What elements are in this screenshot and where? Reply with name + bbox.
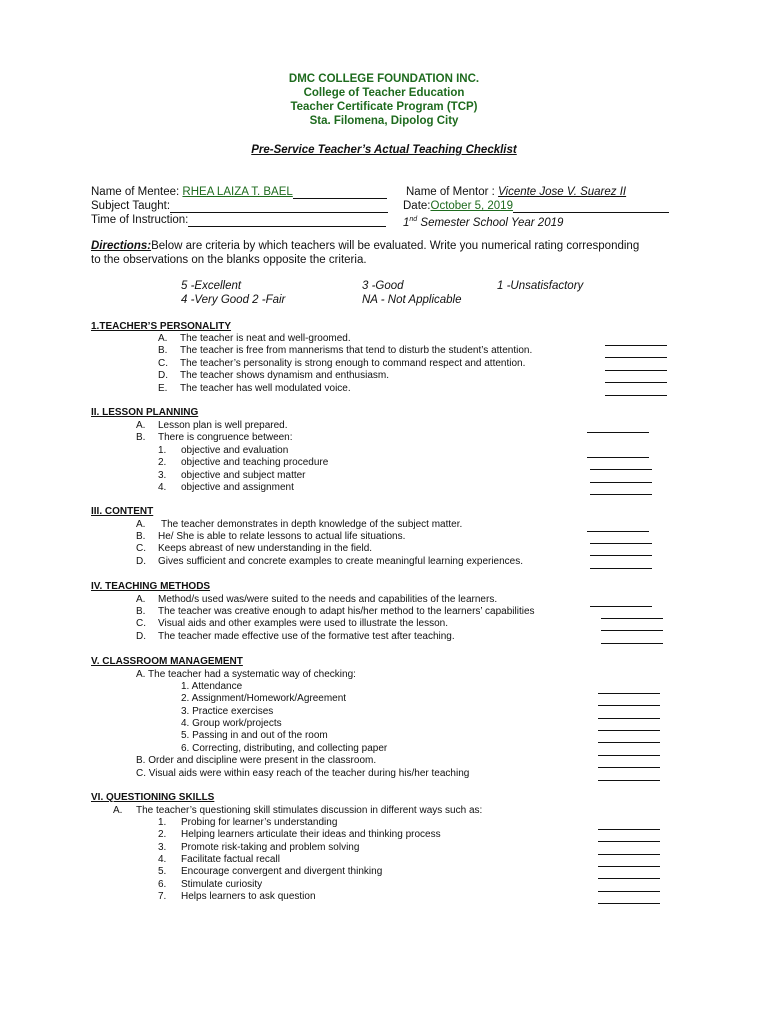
mentee-label: Name of Mentee: (91, 186, 180, 198)
checklist-item: 2. Helping learners articulate their ideas and thinking process (158, 829, 441, 840)
checklist-item: D. The teacher made effective use of the formative test after teaching. (136, 631, 455, 642)
subject-row (91, 199, 388, 213)
rating-blank[interactable] (598, 705, 660, 706)
checklist-item: 2. objective and teaching procedure (158, 457, 329, 468)
program-name: Teacher Certificate Program (TCP) (290, 101, 478, 113)
mentor-label: Name of Mentor : (406, 186, 495, 198)
rating-blank[interactable] (598, 780, 660, 781)
checklist-item: 3. objective and subject matter (158, 470, 306, 481)
checklist-item: A. The teacher’s questioning skill stimulates discussion in different ways such as: (113, 805, 483, 816)
checklist-item: D. Gives sufficient and concrete examples to create meaningful learning experiences. (136, 556, 524, 567)
scale-verygood-fair: 4 -Very Good 2 -Fair (181, 294, 286, 306)
scale-na: NA - Not Applicable (362, 294, 462, 306)
rating-blank[interactable] (598, 891, 660, 892)
section-classroom-management: V. CLASSROOM MANAGEMENT (91, 656, 243, 667)
checklist-item: 7. Helps learners to ask question (158, 891, 316, 902)
checklist-item: A. Method/s used was/were suited to the needs and capabilities of the learners. (136, 594, 498, 605)
checklist-item: 6. Correcting, distributing, and collecting paper (181, 743, 388, 754)
checklist-item: 4. Group work/projects (181, 718, 282, 729)
rating-blank[interactable] (601, 630, 663, 631)
rating-blank[interactable] (590, 543, 652, 544)
mentor-value: Vicente Jose V. Suarez II (498, 186, 627, 198)
checklist-item: C. Visual aids and other examples were used to illustrate the lesson. (136, 618, 448, 629)
rating-blank[interactable] (598, 755, 660, 756)
checklist-item: B. Order and discipline were present in the classroom. (136, 755, 377, 766)
checklist-item: 4. Facilitate factual recall (158, 854, 280, 865)
rating-blank[interactable] (587, 432, 649, 433)
checklist-item: E. The teacher has well modulated voice. (158, 383, 351, 394)
rating-blank[interactable] (587, 457, 649, 458)
rating-blank[interactable] (590, 469, 652, 470)
rating-blank[interactable] (598, 866, 660, 867)
date-label: Date: (403, 200, 431, 212)
mentee-value: RHEA LAIZA T. BAEL (182, 186, 293, 198)
institution-address: Sta. Filomena, Dipolog City (309, 115, 459, 127)
checklist-item: A. The teacher had a systematic way of checking: (136, 669, 356, 680)
rating-blank[interactable] (605, 382, 667, 383)
subject-blank (170, 201, 388, 213)
rating-blank[interactable] (590, 482, 652, 483)
rating-blank[interactable] (598, 829, 660, 830)
checklist-item: A. The teacher is neat and well-groomed. (158, 333, 351, 344)
directions-text: Below are criteria by which teachers will be evaluated. Write you numerical rating corresponding to the observations on the blanks opposite the criteria. (91, 240, 640, 266)
rating-blank[interactable] (601, 618, 663, 619)
checklist-item: 2. Assignment/Homework/Agreement (181, 693, 347, 704)
checklist-item: 6. Stimulate curiosity (158, 879, 263, 890)
rating-blank[interactable] (590, 606, 652, 607)
checklist-item: 1. Attendance (181, 681, 243, 692)
semester-row: 1nd Semester School Year 2019 (403, 216, 564, 229)
checklist-item: 3. Practice exercises (181, 706, 274, 717)
date-blank (513, 201, 669, 213)
rating-blank[interactable] (605, 370, 667, 371)
rating-blank[interactable] (601, 643, 663, 644)
checklist-item: A. The teacher demonstrates in depth knowledge of the subject matter. (136, 519, 463, 530)
rating-blank[interactable] (598, 718, 660, 719)
section-content: III. CONTENT (91, 506, 154, 517)
subject-label: Subject Taught: (91, 200, 171, 212)
time-blank (188, 215, 386, 227)
section-questioning-skills: VI. QUESTIONING SKILLS (91, 792, 215, 803)
rating-blank[interactable] (598, 841, 660, 842)
rating-blank[interactable] (590, 494, 652, 495)
document-title: Pre-Service Teacher’s Actual Teaching Checklist (251, 144, 517, 156)
scale-unsatisfactory: 1 -Unsatisfactory (497, 280, 584, 292)
directions-label: Directions: (91, 240, 152, 252)
rating-blank[interactable] (598, 903, 660, 904)
institution-name: DMC COLLEGE FOUNDATION INC. (288, 73, 480, 85)
mentee-blank (293, 187, 387, 199)
time-row (91, 213, 386, 227)
checklist-item: A. Lesson plan is well prepared. (136, 420, 288, 431)
checklist-item: B. The teacher was creative enough to adapt his/her method to the learners’ capabilities (136, 606, 535, 617)
rating-blank[interactable] (590, 555, 652, 556)
date-row (403, 199, 669, 213)
college-name: College of Teacher Education (303, 87, 465, 99)
checklist-item: 5. Passing in and out of the room (181, 730, 328, 741)
rating-blank[interactable] (605, 357, 667, 358)
checklist-item: 5. Encourage convergent and divergent thinking (158, 866, 383, 877)
rating-blank[interactable] (598, 767, 660, 768)
checklist-item: 1. Probing for learner’s understanding (158, 817, 338, 828)
rating-blank[interactable] (587, 531, 649, 532)
rating-blank[interactable] (598, 878, 660, 879)
directions (91, 239, 651, 267)
checklist-item: C. The teacher’s personality is strong enough to command respect and attention. (158, 358, 526, 369)
checklist-item: C. Visual aids were within easy reach of the teacher during his/her teaching (136, 768, 470, 779)
section-lesson-planning: II. LESSON PLANNING (91, 407, 199, 418)
mentee-row (91, 185, 387, 199)
rating-blank[interactable] (598, 742, 660, 743)
date-value: October 5, 2019 (430, 200, 513, 212)
checklist-item: 4. objective and assignment (158, 482, 294, 493)
checklist-item: B. He/ She is able to relate lessons to actual life situations. (136, 531, 406, 542)
section-teaching-methods: IV. TEACHING METHODS (91, 581, 211, 592)
checklist-item: D. The teacher shows dynamism and enthusiasm. (158, 370, 389, 381)
rating-blank[interactable] (605, 345, 667, 346)
checklist-item: C. Keeps abreast of new understanding in the field. (136, 543, 373, 554)
checklist-item: 1. objective and evaluation (158, 445, 289, 456)
checklist-item: B. There is congruence between: (136, 432, 293, 443)
time-label: Time of Instruction: (91, 214, 189, 226)
scale-excellent: 5 -Excellent (181, 280, 242, 292)
mentor-row (406, 185, 626, 199)
checklist-item: B. The teacher is free from mannerisms that tend to disturb the student’s attention. (158, 345, 533, 356)
scale-good: 3 -Good (362, 280, 404, 292)
section-teacher-personality: 1.TEACHER’S PERSONALITY (91, 321, 232, 332)
rating-blank[interactable] (598, 693, 660, 694)
rating-blank[interactable] (598, 854, 660, 855)
rating-blank[interactable] (598, 730, 660, 731)
rating-blank[interactable] (590, 568, 652, 569)
rating-blank[interactable] (605, 395, 667, 396)
checklist-item: 3. Promote risk-taking and problem solving (158, 842, 360, 853)
